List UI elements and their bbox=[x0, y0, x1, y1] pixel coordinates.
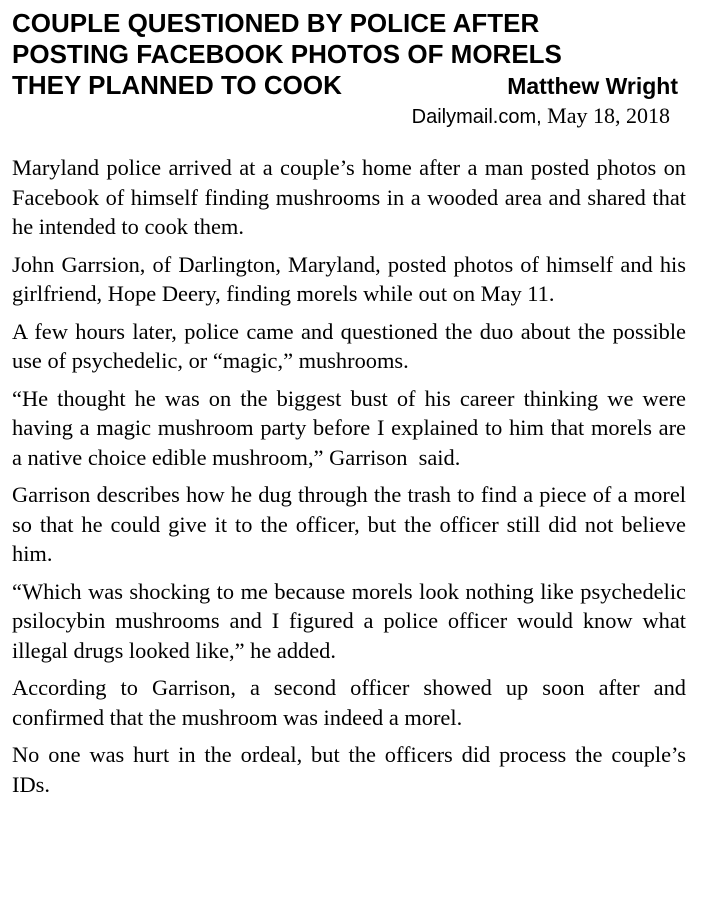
article-paragraph: No one was hurt in the ordeal, but the officers did process the couple’s IDs. bbox=[12, 742, 686, 797]
headline-line-3-row bbox=[12, 70, 678, 102]
article-body bbox=[12, 153, 686, 799]
article-paragraph: “Which was shocking to me because morels look nothing like psychedelic psilocybin mushrooms and I figured a police officer would know what illegal drugs looked like,” he added. bbox=[12, 578, 686, 663]
article-paragraph: According to Garrison, a second officer showed up soon after and confirmed that the mushroom was indeed a morel. bbox=[12, 675, 686, 730]
source-line bbox=[12, 102, 670, 131]
source-name: Dailymail.com, bbox=[411, 106, 542, 128]
article-paragraph: A few hours later, police came and questioned the duo about the possible use of psychedelic, or “magic,” mushrooms. bbox=[12, 318, 686, 373]
article-paragraph: Garrison describes how he dug through the trash to find a piece of a morel so that he could give it to the officer, but the officer still did not believe him. bbox=[12, 482, 686, 566]
article-paragraph: Maryland police arrived at a couple’s home after a man posted photos on Facebook of himself finding mushrooms in a wooded area and shared that he intended to cook them. bbox=[12, 155, 686, 239]
article-paragraph: John Garrsion, of Darlington, Maryland, posted photos of himself and his girlfriend, Hope Deery, finding morels while out on May 11. bbox=[12, 251, 686, 306]
article-paragraph: “He thought he was on the biggest bust of his career thinking we were having a magic mushroom party before I explained to him that morels are a native choice edible mushroom,” Garrison said. bbox=[12, 385, 686, 470]
author-byline: Matthew Wright bbox=[507, 73, 678, 99]
headline bbox=[12, 8, 694, 102]
headline-line-1: COUPLE QUESTIONED BY POLICE AFTER bbox=[12, 8, 540, 38]
headline-line-2: POSTING FACEBOOK PHOTOS OF MORELS bbox=[12, 39, 562, 69]
headline-line-3: THEY PLANNED TO COOK bbox=[12, 70, 342, 100]
publication-date: May 18, 2018 bbox=[547, 103, 670, 128]
